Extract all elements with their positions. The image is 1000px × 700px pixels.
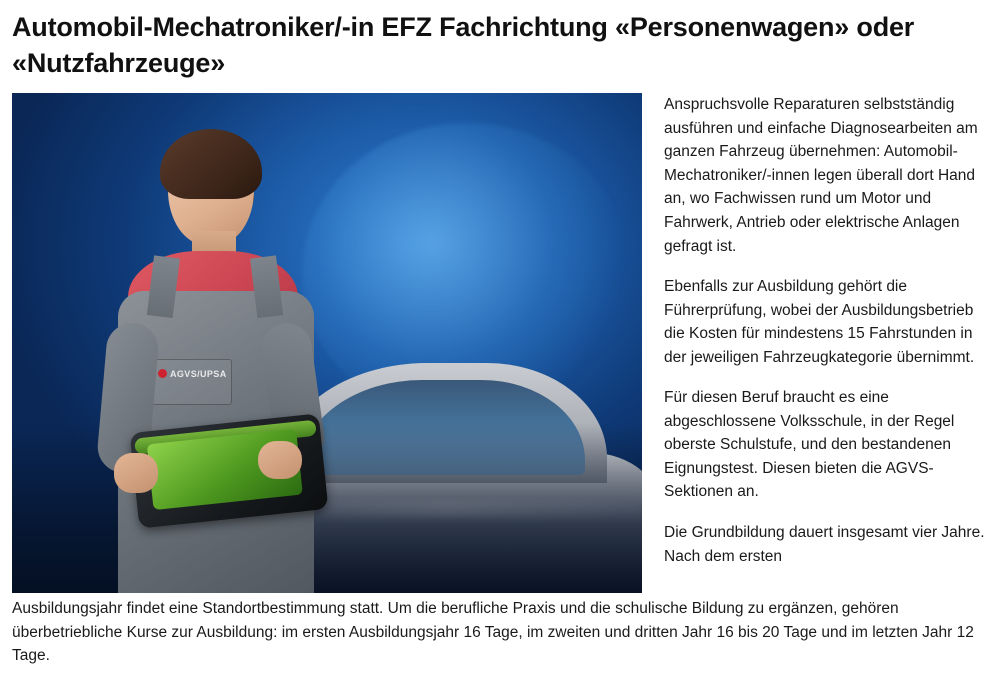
hero-image	[12, 93, 642, 593]
overall-logo-text: AGVS/UPSA	[170, 369, 227, 380]
person-hand-left	[114, 453, 158, 493]
logo-dot-icon	[158, 369, 167, 378]
person-chest-pocket	[150, 359, 232, 405]
paragraph-3: Für diesen Beruf braucht es eine abgeschlossene Volksschule, in der Regel oberste Schulstufe, und den bestandenen Eignungstest. Diesen bieten die AGVS-Sektionen an.	[664, 389, 955, 501]
paragraph-continuation: Ausbildungsjahr findet eine Standortbestimmung statt. Um die berufliche Praxis und die schulische Bildung zu ergänzen, gehören überbetriebliche Kurse zur Ausbildung: im ersten Ausbildungsjahr 16 Tage, im zweiten und dritten Jahr 16 bis 20 Tage und im letzten Jahr 12 Tage.	[12, 600, 974, 665]
person-hand-right	[258, 441, 302, 479]
person-hair	[160, 129, 262, 199]
paragraph-1: Anspruchsvolle Reparaturen selbstständig ausführen und einfache Diagnosearbeiten am ganzen Fahrzeug übernehmen: Automobil-Mechatroniker/-innen legen überall dort Hand an, wo Fachwissen rund um Motor und Fahrwerk, Antrieb oder elektrische Anlagen gefragt ist.	[664, 96, 978, 255]
article-content	[12, 93, 988, 568]
paragraph-2: Ebenfalls zur Ausbildung gehört die Führerprüfung, wobei der Ausbildungsbetrieb die Kosten für mindestens 15 Fahrstunden in der jeweiligen Fahrzeugkategorie übernimmt.	[664, 278, 975, 366]
apprentice-figure	[72, 123, 402, 593]
paragraph-4: Die Grundbildung dauert insgesamt vier Jahre. Nach dem ersten	[664, 524, 985, 565]
page-title: Automobil-Mechatroniker/-in EFZ Fachrichtung «Personenwagen» oder «Nutzfahrzeuge»	[12, 12, 915, 78]
overall-logo	[158, 369, 227, 379]
